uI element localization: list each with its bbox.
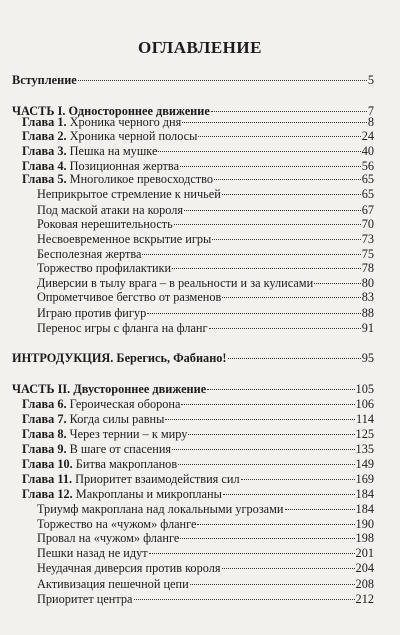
toc-entry-label <box>12 73 77 88</box>
chapter-number: Глава 11. <box>22 472 73 486</box>
toc-subsection-entry <box>37 546 374 561</box>
toc-subsection-entry <box>37 531 374 546</box>
dot-leader <box>165 419 355 420</box>
page-number: 135 <box>355 442 374 456</box>
dot-leader <box>214 179 361 180</box>
toc-entry-label <box>37 306 146 321</box>
dot-leader <box>181 404 354 405</box>
toc-entry-title: Пешка на мушке <box>69 144 158 158</box>
toc-entry-title: Активизация пешечной цепи <box>37 577 189 591</box>
toc-entry-title: Опрометчивое бегство от разменов <box>37 290 222 304</box>
toc-entry-title: Пешки назад не идут <box>37 546 148 560</box>
toc-entry-label <box>37 187 221 202</box>
toc-entry-title: Триумф макроплана над локальными угрозами <box>37 502 284 516</box>
page-number: 114 <box>356 412 374 426</box>
toc-entry-title: ЧАСТЬ I. Одностороннее движение <box>12 104 210 118</box>
chapter-number: Глава 6. <box>22 397 67 411</box>
toc-chapter-entry <box>22 172 374 187</box>
page-number: 65 <box>361 187 374 201</box>
toc-entry-label <box>37 531 179 546</box>
toc-entry-label <box>22 412 164 427</box>
dot-leader <box>182 122 367 123</box>
chapter-number: Глава 3. <box>22 144 67 158</box>
page-number: 7 <box>367 104 374 118</box>
dot-leader <box>241 479 355 480</box>
page-number: 88 <box>361 306 374 320</box>
toc-entry-label <box>37 592 133 607</box>
toc-entry-label <box>37 561 221 576</box>
dot-leader <box>198 136 360 137</box>
toc-subsection-entry <box>37 261 374 276</box>
toc-entry-title: Неудачная диверсия против короля <box>37 561 221 575</box>
dot-leader <box>314 283 361 284</box>
page-number: 75 <box>361 247 374 261</box>
toc-entry-label <box>37 232 211 247</box>
page-number: 65 <box>361 172 374 186</box>
toc-subsection-entry <box>37 577 374 592</box>
toc-entry-label <box>37 546 148 561</box>
dot-leader <box>174 224 361 225</box>
toc-entry-title: ИНТРОДУКЦИЯ. Берегись, Фабиано! <box>12 351 227 365</box>
toc-entry-title: Под маской атаки на короля <box>37 203 184 217</box>
dot-leader <box>149 553 355 554</box>
toc-chapter-entry <box>22 487 374 502</box>
toc-entry-label <box>37 517 196 532</box>
page-number: 169 <box>355 472 374 486</box>
toc-subsection-entry <box>37 306 374 321</box>
toc-entry-title: Героическая оборона <box>69 397 181 411</box>
toc-subsection-entry <box>37 321 374 336</box>
dot-leader <box>190 584 355 585</box>
toc-chapter-entry <box>22 442 374 457</box>
toc-entry-label <box>37 217 173 232</box>
toc-entry-label <box>22 397 180 412</box>
chapter-number: Глава 2. <box>22 129 67 143</box>
page-number: 204 <box>355 561 374 575</box>
toc-subsection-entry <box>37 290 374 305</box>
page-number: 208 <box>355 577 374 591</box>
toc-entry-title: Роковая нерешительность <box>37 217 173 231</box>
dot-leader <box>211 111 367 112</box>
toc-entry-label <box>22 457 177 472</box>
dot-leader <box>222 297 360 298</box>
chapter-number: Глава 4. <box>22 159 67 173</box>
dot-leader <box>147 313 360 314</box>
page-title: ОГЛАВЛЕНИЕ <box>138 38 262 57</box>
toc-entry-title: Позиционная жертва <box>69 159 180 173</box>
dot-leader <box>223 494 355 495</box>
toc-entry-label <box>12 382 206 397</box>
dot-leader <box>228 358 361 359</box>
page-number: 24 <box>361 129 374 143</box>
chapter-number: Глава 10. <box>22 457 73 471</box>
dot-leader <box>180 538 354 539</box>
dot-leader <box>184 210 361 211</box>
toc-entry-label <box>22 472 240 487</box>
toc-entry-title: Бесполезная жертва <box>37 247 142 261</box>
page-number: 91 <box>361 321 374 335</box>
toc-entry-title: Приоритет взаимодействия сил <box>75 472 240 486</box>
dot-leader <box>180 166 361 167</box>
page-number: 67 <box>361 203 374 217</box>
toc-subsection-entry <box>37 592 374 607</box>
dot-leader <box>178 464 354 465</box>
toc-entry-title: Через тернии – к миру <box>69 427 188 441</box>
page-number: 83 <box>361 290 374 304</box>
toc-entry-label <box>22 115 181 130</box>
toc-entry-label <box>22 172 213 187</box>
toc-chapter-entry <box>22 412 374 427</box>
toc-entry-title: Перенос игры с фланга на фланг <box>37 321 208 335</box>
toc-subsection-entry <box>37 247 374 262</box>
toc-entry-label <box>22 427 187 442</box>
dot-leader <box>142 254 360 255</box>
toc-entry-title: В шаге от спасения <box>69 442 172 456</box>
dot-leader <box>222 568 355 569</box>
chapter-number: Глава 8. <box>22 427 67 441</box>
toc-chapter-entry <box>22 129 374 144</box>
toc-entry-title: Хроника черного дня <box>69 115 182 129</box>
dot-leader <box>209 328 361 329</box>
toc-entry-label <box>37 502 284 517</box>
chapter-number: Глава 5. <box>22 172 67 186</box>
toc-chapter-entry <box>22 427 374 442</box>
toc-entry-title: Диверсии в тылу врага – в реальности и за кулисами <box>37 276 314 290</box>
toc-entry-label <box>37 247 141 262</box>
toc-entry-title: Несвоевременное вскрытие игры <box>37 232 212 246</box>
page-number: 80 <box>361 276 374 290</box>
toc-entry-title: Торжество на «чужом» фланге <box>37 517 197 531</box>
chapter-number: Глава 9. <box>22 442 67 456</box>
toc-entry-label <box>37 261 171 276</box>
page-number: 212 <box>355 592 374 606</box>
page-number: 190 <box>355 517 374 531</box>
toc-entry-title: Хроника черной полосы <box>69 129 198 143</box>
page-number: 78 <box>361 261 374 275</box>
chapter-number: Глава 1. <box>22 115 67 129</box>
toc-entry-title: Играю против фигур <box>37 306 147 320</box>
page-number: 198 <box>355 531 374 545</box>
page-number: 106 <box>355 397 374 411</box>
toc-entry-title: Макропланы и микропланы <box>75 487 222 501</box>
toc-chapter-entry <box>22 457 374 472</box>
page-number: 73 <box>361 232 374 246</box>
toc-entry-title: Приоритет центра <box>37 592 133 606</box>
page-number: 95 <box>361 351 374 365</box>
toc-chapter-entry <box>22 472 374 487</box>
page-number: 5 <box>367 73 374 87</box>
toc-entry-title: Неприкрытое стремление к ничьей <box>37 187 221 201</box>
toc-entry-label <box>22 129 197 144</box>
toc-subsection-entry <box>37 561 374 576</box>
page-number: 184 <box>355 502 374 516</box>
page-number: 8 <box>367 115 374 129</box>
toc-section-entry <box>12 382 374 397</box>
toc-section-entry <box>12 351 374 366</box>
toc-entry-label <box>37 577 189 592</box>
toc-entry-label <box>37 290 221 305</box>
dot-leader <box>172 268 361 269</box>
toc-section-entry <box>12 73 374 88</box>
toc-entry-label <box>37 276 313 291</box>
toc-entry-title: Многоликое превосходство <box>69 172 214 186</box>
toc-entry-label <box>37 203 183 218</box>
dot-leader <box>197 524 354 525</box>
toc-subsection-entry <box>37 187 374 202</box>
toc-entry-title: Когда силы равны <box>69 412 165 426</box>
page-number: 70 <box>361 217 374 231</box>
toc-entry-label <box>22 442 171 457</box>
chapter-number: Глава 7. <box>22 412 67 426</box>
chapter-number: Глава 12. <box>22 487 73 501</box>
toc-entry-title: ЧАСТЬ II. Двустороннее движение <box>12 382 207 396</box>
toc-chapter-entry <box>22 144 374 159</box>
toc-subsection-entry <box>37 276 374 291</box>
page-number: 201 <box>355 546 374 560</box>
dot-leader <box>172 449 354 450</box>
toc-subsection-entry <box>37 502 374 517</box>
dot-leader <box>158 151 360 152</box>
toc-entry-label <box>37 321 208 336</box>
page-number: 149 <box>355 457 374 471</box>
toc-subsection-entry <box>37 232 374 247</box>
dot-leader <box>212 239 360 240</box>
dot-leader <box>134 599 355 600</box>
page-number: 125 <box>355 427 374 441</box>
toc-subsection-entry <box>37 217 374 232</box>
toc-subsection-entry <box>37 203 374 218</box>
dot-leader <box>285 509 355 510</box>
toc-entry-title: Провал на «чужом» фланге <box>37 531 180 545</box>
dot-leader <box>222 194 361 195</box>
dot-leader <box>207 389 354 390</box>
page-number: 105 <box>355 382 374 396</box>
toc-entry-label <box>12 351 227 366</box>
toc-entry-title: Торжество профилактики <box>37 261 172 275</box>
toc-entry-title: Вступление <box>12 73 77 87</box>
toc-subsection-entry <box>37 517 374 532</box>
toc-entry-title: Битва макропланов <box>75 457 178 471</box>
toc-chapter-entry <box>22 397 374 412</box>
toc-entry-label <box>22 144 157 159</box>
toc-chapter-entry <box>22 115 374 130</box>
dot-leader <box>188 434 354 435</box>
toc-entry-label <box>22 487 222 502</box>
dot-leader <box>78 80 367 81</box>
page-number: 184 <box>355 487 374 501</box>
page-number: 40 <box>361 144 374 158</box>
page-number: 56 <box>361 159 374 173</box>
